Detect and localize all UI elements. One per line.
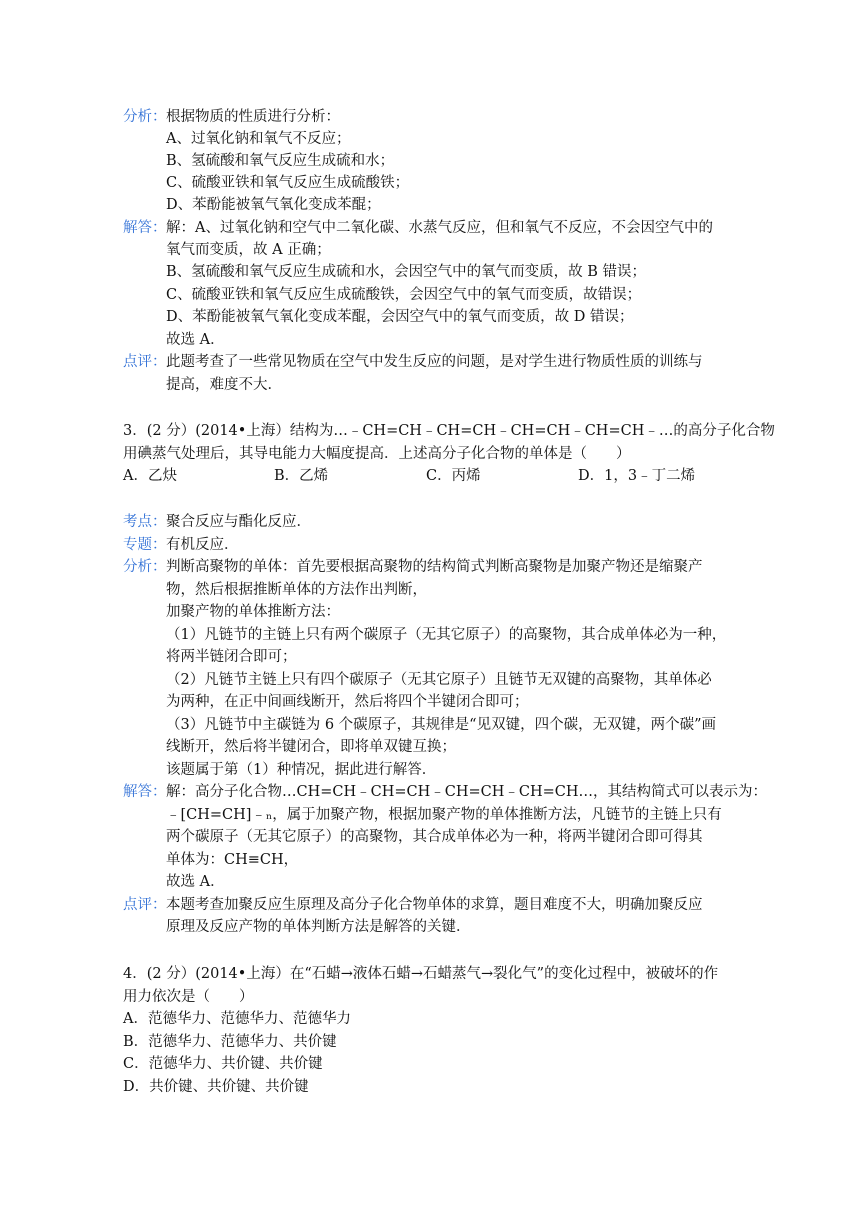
q3-analysis-line: 为两种，在正中间画线断开，然后将四个半键闭合即可； xyxy=(166,694,529,710)
q2-answer-line: 解：A、过氧化钠和空气中二氧化碳、水蒸气反应，但和氧气不反应，不会因空气中的 xyxy=(166,220,713,236)
q3-answer-line: 解：高分子化合物…CH=CH﹣CH=CH﹣CH=CH﹣CH=CH…，其结构简式可以表示为： xyxy=(166,784,768,800)
q3-analysis-line: 物，然后根据推断单体的方法作出判断， xyxy=(166,582,427,598)
comment-label: 点评： xyxy=(123,354,167,370)
analysis-label: 分析： xyxy=(123,109,167,125)
q2-answer-line: D、苯酚能被氧气氧化变成苯醌，会因空气中的氧气而变质，故 D 错误； xyxy=(166,309,634,325)
q2-answer-line: 故选 A． xyxy=(166,332,225,348)
q2-analysis-line: 根据物质的性质进行分析： xyxy=(166,109,340,125)
key-point-label: 考点： xyxy=(123,514,167,530)
q2-analysis-line: A、过氧化钠和氧气不反应； xyxy=(166,131,351,147)
q2-answer-line: C、硫酸亚铁和氧气反应生成硫酸铁，会因空气中的氧气而变质，故错误； xyxy=(166,287,642,303)
q2-answer-line: B、氢硫酸和氧气反应生成硫和水，会因空气中的氧气而变质，故 B 错误； xyxy=(166,264,647,280)
q3-key-point: 聚合反应与酯化反应． xyxy=(166,514,311,530)
q3-comment-line: 本题考查加聚反应生原理及高分子化合物单体的求算，题目难度不大，明确加聚反应 xyxy=(166,897,703,913)
q3-option-b: B．乙烯 xyxy=(274,468,329,484)
analysis-label: 分析： xyxy=(123,559,167,575)
q3-answer-line: 两个碳原子（无其它原子）的高聚物，其合成单体必为一种，将两半键闭合即可得其 xyxy=(166,829,703,845)
q3-option-d: D．1，3﹣丁二烯 xyxy=(578,468,696,484)
q3-analysis-line: 加聚产物的单体推断方法： xyxy=(166,604,340,620)
q2-comment-line: 提高，难度不大． xyxy=(166,377,282,393)
q4-stem-line: 用力依次是（ ） xyxy=(123,989,254,1005)
q4-option-d: D．共价键、共价键、共价键 xyxy=(123,1079,309,1095)
q2-analysis-line: B、氢硫酸和氧气反应生成硫和水； xyxy=(166,153,395,169)
q3-topic: 有机反应． xyxy=(166,537,239,553)
q4-option-b: B．范德华力、范德华力、共价键 xyxy=(123,1034,337,1050)
q3-answer-line: ﹣[CH=CH]﹣ₙ，属于加聚产物，根据加聚产物的单体推断方法，凡链节的主链上只有 xyxy=(166,807,722,823)
q3-stem-line: 用碘蒸气处理后，其导电能力大幅度提高．上述高分子化合物的单体是（ ） xyxy=(123,446,631,462)
q2-analysis-line: C、硫酸亚铁和氧气反应生成硫酸铁； xyxy=(166,175,410,191)
q4-stem-line: 4．(2 分）(2014•上海）在“石蜡→液体石蜡→石蜡蒸气→裂化气”的变化过程中，被破坏的作 xyxy=(123,966,719,982)
q3-answer-line: 故选 A． xyxy=(166,874,225,890)
q3-analysis-line: 将两半链闭合即可； xyxy=(166,649,297,665)
q3-analysis-line: 线断开，然后将半键闭合，即将单双键互换； xyxy=(166,739,456,755)
q2-analysis-line: D、苯酚能被氧气氧化变成苯醌； xyxy=(166,197,381,213)
q3-analysis-line: 该题属于第（1）种情况，据此进行解答． xyxy=(166,762,437,778)
q2-answer-line: 氧气而变质，故 A 正确； xyxy=(166,242,331,258)
q4-option-c: C．范德华力、共价键、共价键 xyxy=(123,1056,323,1072)
q3-analysis-line: （2）凡链节主链上只有四个碳原子（无其它原子）且链节无双键的高聚物，其单体必 xyxy=(166,672,712,688)
q3-analysis-line: （1）凡链节的主链上只有两个碳原子（无其它原子）的高聚物，其合成单体必为一种， xyxy=(166,627,727,643)
answer-label: 解答： xyxy=(123,220,167,236)
q3-analysis-line: （3）凡链节中主碳链为 6 个碳原子，其规律是“见双键，四个碳，无双键，两个碳”画 xyxy=(166,717,716,733)
answer-label: 解答： xyxy=(123,784,167,800)
topic-label: 专题： xyxy=(123,537,167,553)
comment-label: 点评： xyxy=(123,897,167,913)
q4-option-a: A．范德华力、范德华力、范德华力 xyxy=(123,1011,351,1027)
q3-stem-line: 3．(2 分）(2014•上海）结构为…﹣CH=CH﹣CH=CH﹣CH=CH﹣CH=CH﹣…的高分子化合物 xyxy=(123,423,775,439)
q3-comment-line: 原理及反应产物的单体判断方法是解答的关键． xyxy=(166,919,471,935)
q3-option-a: A．乙炔 xyxy=(123,468,177,484)
q3-analysis-line: 判断高聚物的单体：首先要根据高聚物的结构简式判断高聚物是加聚产物还是缩聚产 xyxy=(166,559,703,575)
q2-comment-line: 此题考查了一些常见物质在空气中发生反应的问题，是对学生进行物质性质的训练与 xyxy=(166,354,703,370)
q3-answer-line: 单体为：CH≡CH， xyxy=(166,852,299,868)
q3-option-c: C．丙烯 xyxy=(426,468,481,484)
